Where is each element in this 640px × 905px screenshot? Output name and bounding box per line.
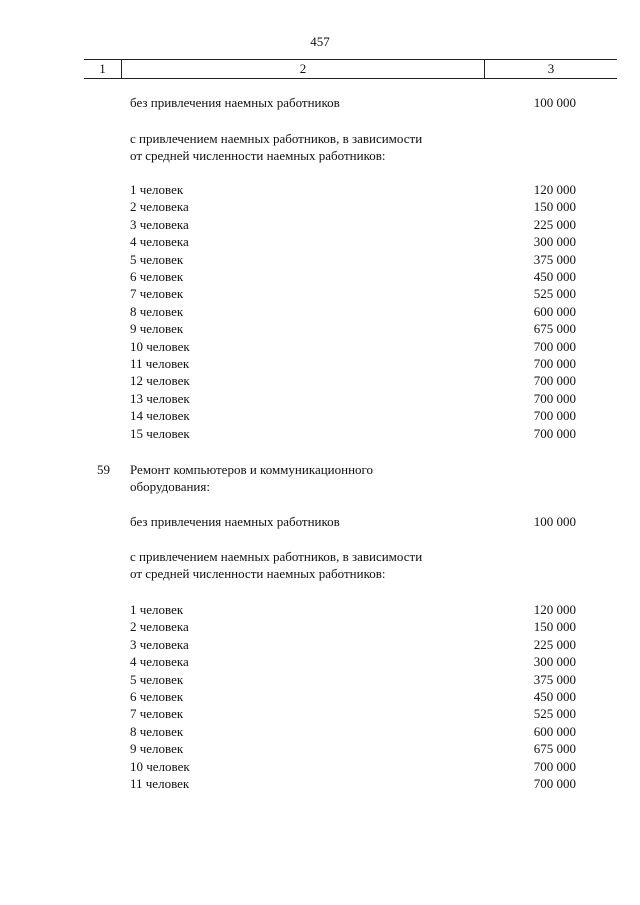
row-label: 4 человека [130, 234, 189, 250]
row-label: 8 человек [130, 723, 184, 739]
row-value: 700 000 [533, 390, 576, 406]
row-label: 1 человек [130, 182, 184, 197]
row-value: 525 000 [533, 286, 576, 302]
row-label: 9 человек [130, 321, 184, 337]
row-label: 1 человек [130, 602, 184, 617]
row-value: 675 000 [533, 741, 576, 757]
row-value: 600 000 [533, 723, 576, 739]
without-workers-value: 100 000 [533, 95, 576, 110]
row-label: 8 человек [130, 303, 184, 319]
row-label: 15 человек [130, 425, 190, 441]
row-value: 700 000 [533, 373, 576, 389]
row-value: 700 000 [533, 425, 576, 441]
row-label: 3 человека [130, 636, 189, 652]
row-label: 9 человек [130, 741, 184, 757]
row-label: 4 человека [130, 654, 189, 670]
row-value: 700 000 [533, 776, 576, 791]
section-title: Ремонт компьютеров и коммуникационного [130, 462, 374, 477]
without-workers-value: 100 000 [533, 514, 576, 529]
with-workers-text: от средней численности наемных работников: [130, 148, 386, 163]
row-value: 300 000 [533, 654, 576, 670]
row-value: 150 000 [533, 199, 576, 215]
with-workers-text: от средней численности наемных работников: [130, 566, 386, 581]
section-code: 59 [97, 462, 110, 477]
row-label: 13 человек [130, 390, 190, 406]
with-workers-text: с привлечением наемных работников, в зависимости [130, 549, 423, 564]
row-label: 5 человек [130, 671, 184, 687]
row-value: 675 000 [533, 321, 576, 337]
row-value: 600 000 [533, 303, 576, 319]
row-value: 120 000 [533, 182, 576, 197]
row-label: 5 человек [130, 251, 184, 267]
row-value: 225 000 [533, 216, 576, 232]
row-label: 3 человека [130, 216, 189, 232]
row-value: 375 000 [533, 671, 576, 687]
row-label: 14 человек [130, 408, 190, 424]
row-value: 700 000 [533, 758, 576, 774]
with-workers-text: с привлечением наемных работников, в зависимости [130, 131, 423, 146]
row-value: 700 000 [533, 338, 576, 354]
row-value: 300 000 [533, 234, 576, 250]
table-header [84, 59, 617, 79]
row-value: 700 000 [533, 356, 576, 371]
section-title: оборудования: [130, 479, 210, 494]
row-label: 7 человек [130, 706, 184, 722]
row-label: 11 человек [130, 356, 190, 371]
row-label: 6 человек [130, 689, 184, 704]
row-value: 120 000 [533, 602, 576, 617]
row-label: 11 человек [130, 776, 190, 791]
without-workers-label: без привлечения наемных работников [130, 95, 340, 110]
row-value: 525 000 [533, 706, 576, 722]
row-value: 225 000 [533, 636, 576, 652]
row-value: 450 000 [533, 689, 576, 704]
row-label: 2 человека [130, 199, 189, 215]
row-label: 10 человек [130, 758, 190, 774]
row-value: 375 000 [533, 251, 576, 267]
header-col-2: 2 [122, 60, 485, 78]
without-workers-label: без привлечения наемных работников [130, 514, 340, 529]
row-label: 2 человека [130, 619, 189, 635]
row-label: 7 человек [130, 286, 184, 302]
row-value: 450 000 [533, 269, 576, 284]
row-label: 10 человек [130, 338, 190, 354]
row-value: 700 000 [533, 408, 576, 424]
page-number: 457 [310, 34, 330, 49]
row-value: 150 000 [533, 619, 576, 635]
row-label: 6 человек [130, 269, 184, 284]
header-col-3: 3 [547, 61, 555, 76]
header-col-1: 1 [84, 60, 122, 78]
row-label: 12 человек [130, 373, 190, 389]
